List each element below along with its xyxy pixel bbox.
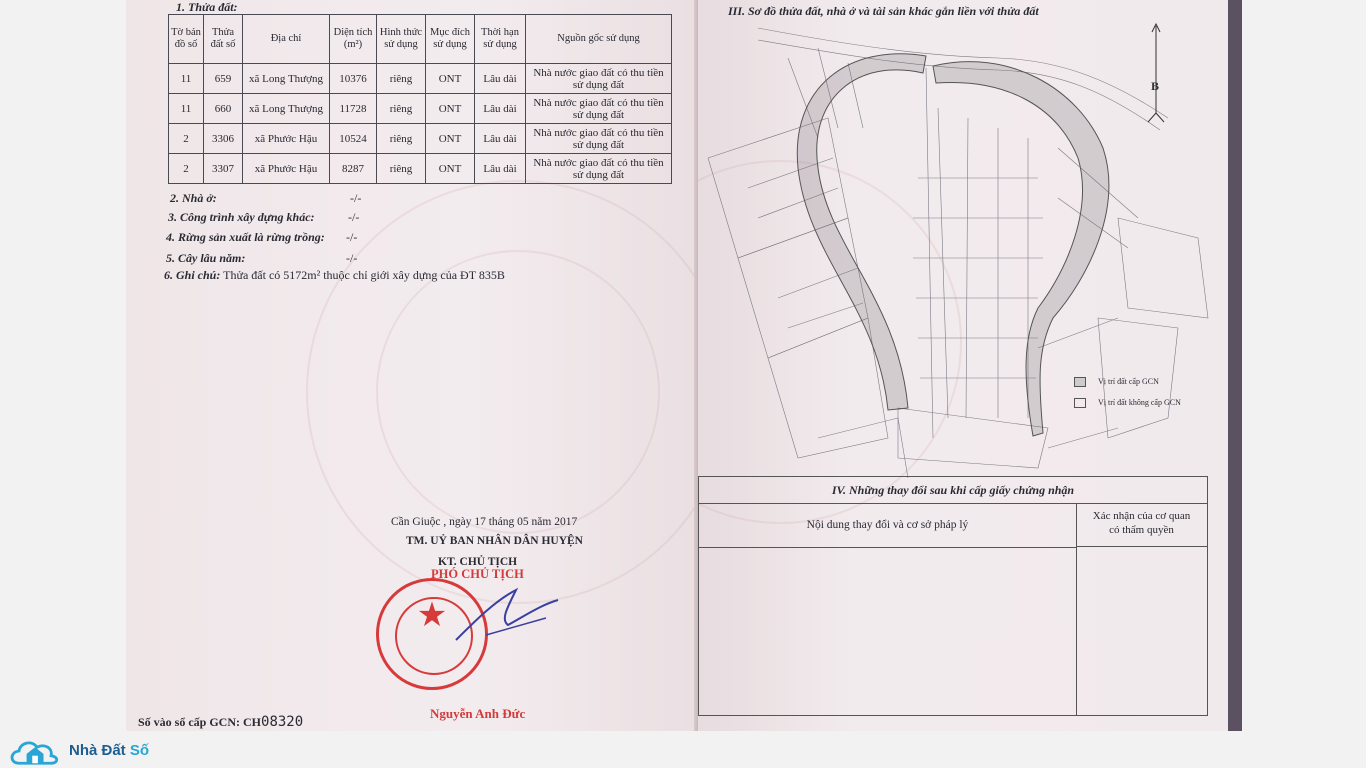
- cell: 659: [204, 64, 243, 94]
- col-usage-form: Hình thức sử dụng: [377, 15, 426, 64]
- issue-date: Cần Giuộc , ngày 17 tháng 05 năm 2017: [391, 516, 578, 528]
- certificate-right-page: [698, 0, 1228, 731]
- col-origin: Nguồn gốc sử dụng: [526, 15, 672, 64]
- col-map-sheet: Tờ bản đồ số: [169, 15, 204, 64]
- brand-name: Nhà Đất Số: [69, 742, 150, 759]
- cell: Nhà nước giao đất có thu tiền sử dụng đất: [526, 154, 672, 184]
- cell: Nhà nước giao đất có thu tiền sử dụng đất: [526, 124, 672, 154]
- cell: 11: [169, 64, 204, 94]
- item-perennial-trees: 5. Cây lâu năm: -/-: [166, 251, 358, 265]
- cell: ONT: [426, 154, 475, 184]
- official-seal-icon: ★: [376, 578, 488, 690]
- cell: riêng: [377, 124, 426, 154]
- cell: 2: [169, 154, 204, 184]
- land-parcel-table: [168, 14, 672, 184]
- section3-title: III. Sơ đồ thửa đất, nhà ở và tài sản khác gắn liền với thửa đất: [728, 4, 1039, 18]
- parcel-map: [698, 18, 1228, 478]
- table-row: [169, 64, 672, 94]
- cell: Lâu dài: [475, 94, 526, 124]
- col-address: Địa chỉ: [243, 15, 330, 64]
- col-duration: Thời hạn sử dụng: [475, 15, 526, 64]
- col-authority-confirmation: Xác nhận của cơ quan có thẩm quyền: [1076, 503, 1207, 547]
- cell: Lâu dài: [475, 64, 526, 94]
- cell: xã Long Thượng: [243, 94, 330, 124]
- cell: ONT: [426, 124, 475, 154]
- col-area: Diện tích (m²): [330, 15, 377, 64]
- section1-title: 1. Thửa đất:: [176, 0, 238, 14]
- signer-role-vice: PHÓ CHỦ TỊCH: [431, 567, 524, 581]
- col-parcel-no: Thửa đất số: [204, 15, 243, 64]
- legend-item-granted: Vị trí đất cấp GCN: [1074, 377, 1159, 387]
- cell: riêng: [377, 154, 426, 184]
- cell: 8287: [330, 154, 377, 184]
- cell: 11728: [330, 94, 377, 124]
- col-change-content: Nội dung thay đổi và cơ sở pháp lý: [699, 503, 1077, 548]
- cell: 10524: [330, 124, 377, 154]
- north-label: B: [1151, 79, 1160, 93]
- table-row: [169, 94, 672, 124]
- cell: 10376: [330, 64, 377, 94]
- cell: riêng: [377, 94, 426, 124]
- cell: 11: [169, 94, 204, 124]
- item-note: 6. Ghi chú: Thửa đất có 5172m² thuộc chỉ giới xây dựng của ĐT 835B: [164, 268, 505, 282]
- north-arrow-icon: [1148, 24, 1164, 122]
- item-house: 2. Nhà ở: -/-: [170, 191, 362, 205]
- signer-name: Nguyễn Anh Đức: [430, 706, 526, 721]
- cell: 3306: [204, 124, 243, 154]
- table-row: [169, 124, 672, 154]
- table-row: [169, 154, 672, 184]
- cell: Nhà nước giao đất có thu tiền sử dụng đất: [526, 94, 672, 124]
- item-production-forest: 4. Rừng sản xuất là rừng trồng: -/-: [166, 230, 358, 244]
- cell: Lâu dài: [475, 154, 526, 184]
- cell: 2: [169, 124, 204, 154]
- cell: ONT: [426, 94, 475, 124]
- cell: riêng: [377, 64, 426, 94]
- cell: xã Long Thượng: [243, 64, 330, 94]
- changes-table: [698, 476, 1208, 716]
- house-cloud-logo-icon: [6, 735, 66, 767]
- item-other-construction: 3. Công trình xây dựng khác: -/-: [168, 210, 360, 224]
- cell: 3307: [204, 154, 243, 184]
- signer-role: KT. CHỦ TỊCH: [438, 556, 518, 568]
- cell: Nhà nước giao đất có thu tiền sử dụng đất: [526, 64, 672, 94]
- table-header-row: [169, 15, 672, 64]
- legend-item-not-granted: Vị trí đất không cấp GCN: [1074, 398, 1181, 408]
- col-purpose: Mục đích sử dụng: [426, 15, 475, 64]
- cell: Lâu dài: [475, 124, 526, 154]
- cell: ONT: [426, 64, 475, 94]
- cell: xã Phước Hậu: [243, 124, 330, 154]
- section4-title: IV. Những thay đổi sau khi cấp giấy chứng nhận: [699, 477, 1207, 504]
- watermark-circle: [376, 250, 660, 534]
- signature-icon: [446, 580, 566, 650]
- cell: xã Phước Hậu: [243, 154, 330, 184]
- issuing-authority: TM. UỶ BAN NHÂN DÂN HUYỆN: [406, 535, 583, 547]
- registration-number: Số vào sổ cấp GCN: CH08320: [138, 714, 304, 730]
- certificate-left-page: [126, 0, 698, 731]
- cell: 660: [204, 94, 243, 124]
